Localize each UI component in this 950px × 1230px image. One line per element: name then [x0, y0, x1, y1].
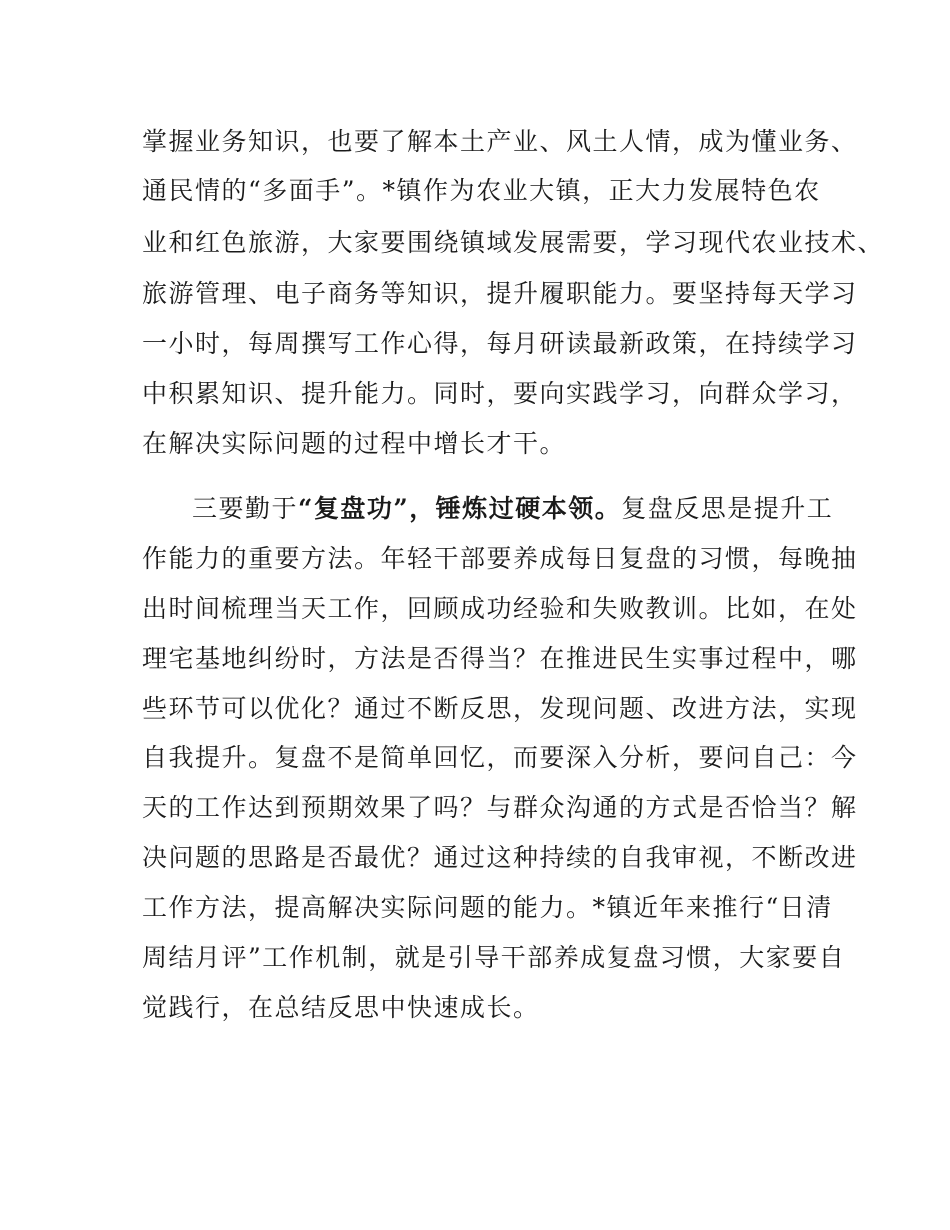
text-line: 决问题的思路是否最优？通过这种持续的自我审视，不断改进 [142, 843, 858, 872]
text-line: 出时间梳理当天工作，回顾成功经验和失败教训。比如，在处 [142, 594, 858, 623]
text-line: 自我提升。复盘不是简单回忆，而要深入分析，要问自己：今 [142, 743, 858, 772]
text-line: 业和红色旅游，大家要围绕镇域发展需要，学习现代农业技术、 [142, 228, 885, 257]
text-line: 觉践行，在总结反思中快速成长。 [142, 993, 540, 1022]
text-line: 旅游管理、电子商务等知识，提升履职能力。要坚持每天学习 [142, 279, 858, 308]
heading-tail-text: 复盘反思是提升工 [621, 494, 834, 523]
text-line: 些环节可以优化？通过不断反思，发现问题、改进方法，实现 [142, 694, 858, 723]
heading-bold-text: “复盘功”，锤炼过硬本领。 [298, 494, 622, 523]
text-line: 理宅基地纠纷时，方法是否得当？在推进民生实事过程中，哪 [142, 644, 858, 673]
heading-lead-text: 三要勤于 [192, 494, 299, 523]
text-line: 工作方法，提高解决实际问题的能力。*镇近年来推行“日清 [142, 893, 833, 922]
text-line: 在解决实际问题的过程中增长才干。 [142, 429, 567, 458]
text-line: 作能力的重要方法。年轻干部要养成每日复盘的习惯，每晚抽 [142, 544, 858, 573]
text-line: 周结月评”工作机制，就是引导干部养成复盘习惯，大家要自 [142, 943, 846, 972]
paragraph-heading-line [192, 493, 833, 525]
text-line: 掌握业务知识，也要了解本土产业、风土人情，成为懂业务、 [142, 127, 858, 156]
text-line: 通民情的“多面手”。*镇作为农业大镇，正大力发展特色农 [142, 176, 821, 205]
text-line: 中积累知识、提升能力。同时，要向实践学习，向群众学习， [142, 379, 858, 408]
text-line: 天的工作达到预期效果了吗？与群众沟通的方式是否恰当？解 [142, 793, 858, 822]
text-line: 一小时，每周撰写工作心得，每月研读最新政策，在持续学习 [142, 329, 858, 358]
